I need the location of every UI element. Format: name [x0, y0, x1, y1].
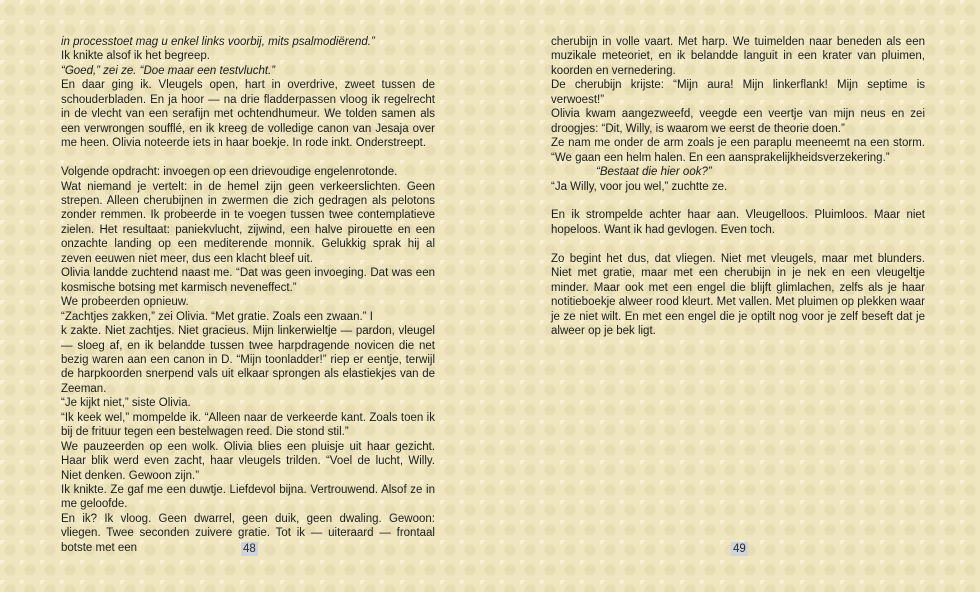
- paragraph: We pauzeerden op een wolk. Olivia blies een pluisje uit haar gezicht. Haar blik werd even zacht, haar vleugels trilden. “Voel de lucht, Willy. Niet denken. Gewoon zijn.”: [61, 440, 435, 482]
- paragraph: En ik? Ik vloog. Geen dwarrel, geen duik, geen dwaling. Gewoon: vliegen. Twee seconden zuivere gratie. Tot ik — uiteraard — frontaal botste met een: [61, 512, 435, 554]
- paragraph: “Bestaat die hier ook?”: [596, 166, 712, 179]
- paragraph-gap: [551, 237, 925, 251]
- paragraph: En ik strompelde achter haar aan. Vleugelloos. Pluimloos. Maar niet hopeloos. Want ik had gevlogen. Even toch.: [551, 209, 925, 236]
- paragraph: Zo begint het dus, dat vliegen. Niet met vleugels, maar met blunders. Niet met gratie, maar met een cherubijn in je nek en een vleugeltje minder. Maar ook met een engel die blijft glimlachen, zelfs als je haar notitieboekje alweer rood kleurt. Met vallen. Met pluimen op plekken waar je ze niet wilt. En met een engel die je optilt nog voor je zelf beseft dat je alweer op je bek ligt.: [551, 252, 925, 338]
- right-page: [551, 35, 925, 338]
- paragraph: “Je kijkt niet,” siste Olivia.: [61, 397, 191, 410]
- paragraph: “Ja Willy, voor jou wel,” zuchtte ze.: [551, 180, 728, 193]
- page-number-left: 48: [243, 543, 256, 555]
- paragraph: “Ik keek wel,” mompelde ik. “Alleen naar de verkeerde kant. Zoals toen ik bij de frituur tegen een bestelwagen reed. Die stond stil.”: [61, 411, 435, 439]
- paragraph: Olivia kwam aangezweefd, veegde een veertje van mijn neus en zei droogjes: “Dit, Willy, is waarom we eerst de theorie doen.”: [551, 108, 925, 135]
- paragraph: Ik knikte. Ze gaf me een duwtje. Liefdevol bijna. Vertrouwend. Alsof ze in me geloofde.: [61, 484, 435, 511]
- paragraph: De cherubijn krijste: “Mijn aura! Mijn linkerflank! Mijn septime is verwoest!”: [551, 79, 925, 106]
- paragraph: En daar ging ik. Vleugels open, hart in overdrive, zweet tussen de schouderbladen. En ja hoor — na drie fladderpassen vloog ik regelrecht in de vlecht van een serafijn met ochtendhumeur. We tolden samen als een verwrongen soufflé, en ik kreeg de volledige canon van Jesaja over me heen. Olivia noteerde iets in haar boekje. In rode inkt. Onderstreept.: [61, 79, 435, 150]
- page-number-right: 49: [733, 543, 746, 555]
- paragraph: Volgende opdracht: invoegen op een drievoudige engelenrotonde.: [61, 166, 398, 179]
- paragraph: Ze nam me onder de arm zoals je een paraplu meeneemt na een storm. “We gaan een helm halen. En een aansprakelijkheidsverzekering.”: [551, 137, 925, 164]
- paragraph: “Zachtjes zakken,” zei Olivia. “Met gratie. Zoals een zwaan.” I: [61, 310, 373, 323]
- paragraph: in processtoet mag u enkel links voorbij, mits psalmodiërend.”: [61, 36, 375, 48]
- paragraph-gap: [61, 151, 435, 165]
- paragraph: Olivia landde zuchtend naast me. “Dat was geen invoeging. Dat was een kosmische botsing met karmisch neveneffect.”: [61, 267, 435, 294]
- paragraph: Ik knikte alsof ik het begreep.: [61, 50, 210, 63]
- paragraph-gap: [551, 194, 925, 208]
- paragraph: “Goed,” zei ze. “Doe maar een testvlucht.”: [61, 64, 276, 77]
- paragraph: Wat niemand je vertelt: in de hemel zijn geen verkeerslichten. Geen strepen. Alleen cherubijnen in zwermen die zich gedragen als pelotons zonder remmen. Ik probeerde in te voegen tussen twee contemplatieve zielen. Het resultaat: paniekvlucht, zijwind, een halve pirouette en een onzachte landing op een mediterende monnik. Gelukkig sprak hij al zeven eeuwen niet meer, dus een klacht bleef uit.: [61, 180, 435, 265]
- paragraph: We probeerden opnieuw.: [61, 296, 189, 309]
- paragraph: cherubijn in volle vaart. Met harp. We tuimelden naar beneden als een muzikale meteoriet, en ik belandde languit in een krater van pluimen, koorden en vernedering.: [551, 36, 925, 77]
- paragraph: k zakte. Niet zachtjes. Niet gracieus. Mijn linkerwieltje — pardon, vleugel — sloeg af, en ik belandde tussen twee harpdragende novicen die net bezig waren aan een canon in D. “Mijn toonladder!” riep er eentje, terwijl de harpkoorden snerpend vals uit elkaar sprongen als elastiekjes van de Zeeman.: [61, 325, 435, 395]
- left-page: [61, 35, 435, 555]
